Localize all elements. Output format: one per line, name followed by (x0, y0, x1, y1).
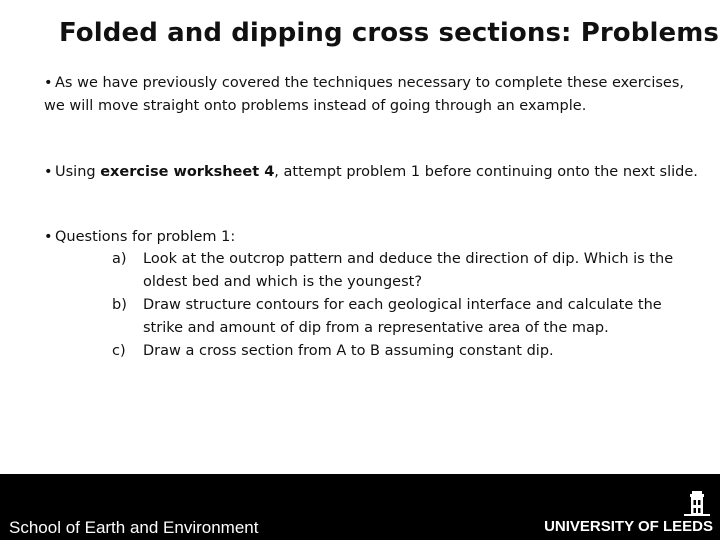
bullet-paragraph-intro (44, 72, 694, 118)
school-name: School of Earth and Environment (9, 518, 259, 537)
bullet-paragraph-questions (44, 226, 694, 249)
worksheet-text-before: Using (55, 164, 101, 180)
question-marker: c) (112, 343, 126, 359)
slide-footer (0, 474, 720, 540)
questions-heading: Questions for problem 1: (55, 229, 236, 245)
question-item (112, 248, 692, 294)
question-item (112, 340, 692, 363)
slide-title: Folded and dipping cross sections: Problems (59, 18, 719, 48)
bullet-marker: • (44, 229, 53, 245)
question-marker: b) (112, 297, 127, 313)
question-list (112, 248, 692, 363)
worksheet-name: exercise worksheet 4 (100, 164, 275, 180)
question-item (112, 294, 692, 340)
intro-text: As we have previously covered the techniques necessary to complete these exercises, we will move straight onto problems instead of going through an example. (44, 75, 685, 114)
bullet-marker: • (44, 75, 53, 91)
question-text: Draw structure contours for each geological interface and calculate the strike and amount of dip from a representative area of the map. (143, 297, 662, 336)
question-marker: a) (112, 251, 127, 267)
question-text: Look at the outcrop pattern and deduce the direction of dip. Which is the oldest bed and which is the youngest? (143, 251, 674, 290)
worksheet-text-after: , attempt problem 1 before continuing onto the next slide. (274, 164, 698, 180)
university-name: UNIVERSITY OF LEEDS (544, 518, 713, 535)
bullet-paragraph-worksheet (44, 161, 704, 184)
question-text: Draw a cross section from A to B assuming constant dip. (143, 343, 554, 359)
bullet-marker: • (44, 164, 53, 180)
